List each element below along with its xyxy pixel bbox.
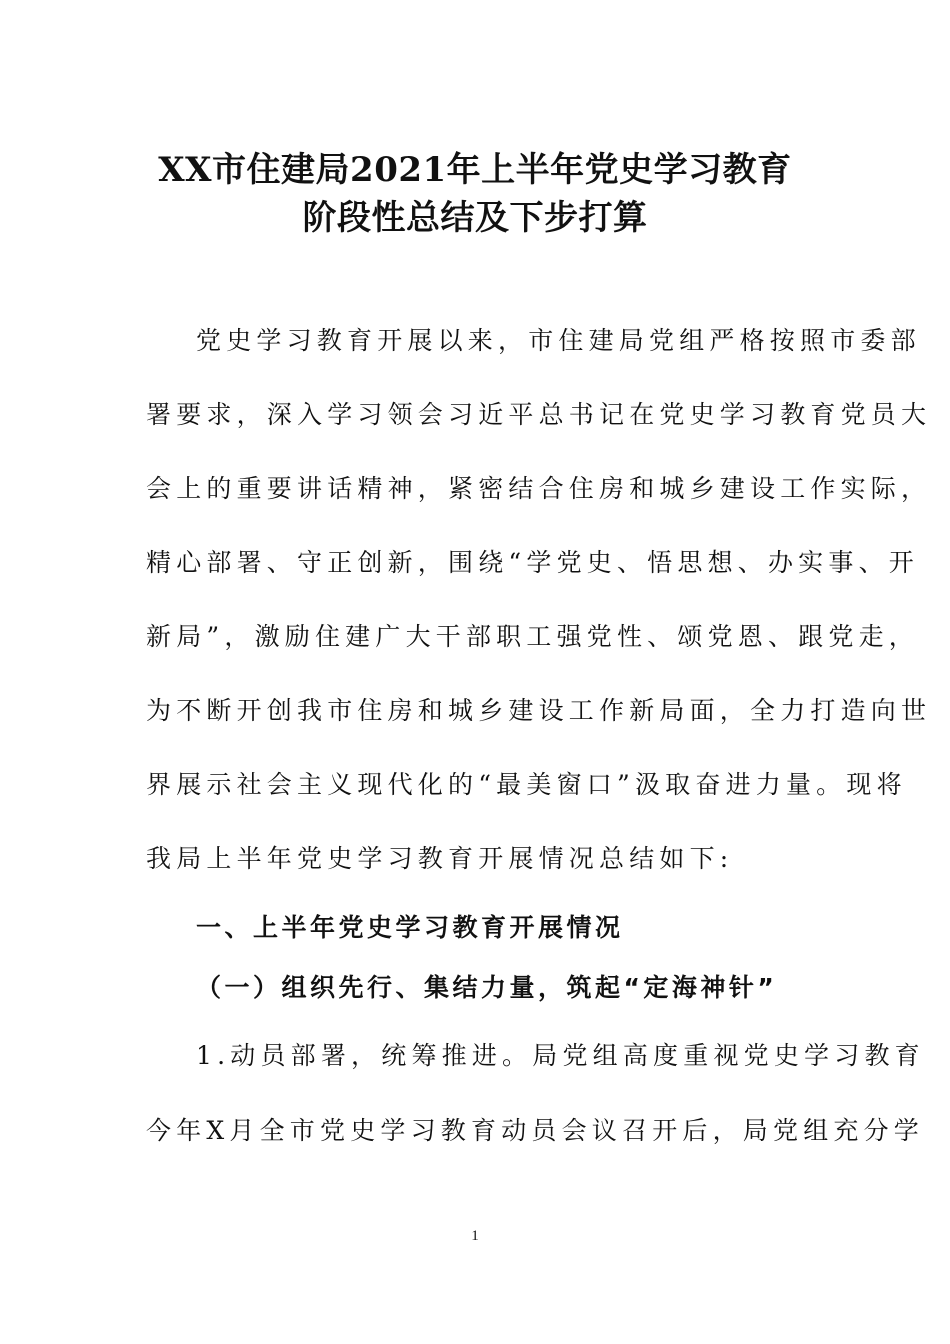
section-heading: 一、上半年党史学习教育开展情况: [196, 913, 624, 942]
body-line: 署要求，深入学习领会习近平总书记在党史学习教育党员大: [146, 400, 932, 429]
body-line: 新局”，激励住建广大干部职工强党性、颂党恩、跟党走，: [146, 622, 919, 651]
body-line: 为不断开创我市住房和城乡建设工作新局面，全力打造向世: [146, 696, 932, 725]
document-title-line-1: XX市住建局2021年上半年党史学习教育: [158, 150, 792, 190]
body-line: 界展示社会主义现代化的“最美窗口”汲取奋进力量。现将: [146, 770, 907, 799]
subsection-heading: （一）组织先行、集结力量，筑起“定海神针”: [196, 973, 778, 1002]
body-line: 会上的重要讲话精神，紧密结合住房和城乡建设工作实际，: [146, 474, 932, 503]
page-number: 1: [471, 1228, 479, 1244]
body-line: 1.动员部署，统筹推进。局党组高度重视党史学习教育: [196, 1041, 925, 1070]
body-line: 精心部署、守正创新，围绕“学党史、悟思想、办实事、开: [146, 548, 919, 577]
body-line: 今年X月全市党史学习教育动员会议召开后，局党组充分学: [146, 1116, 925, 1145]
document-title-line-2: 阶段性总结及下步打算: [302, 198, 648, 238]
body-line: 党史学习教育开展以来，市住建局党组严格按照市委部: [196, 326, 921, 355]
body-line: 我局上半年党史学习教育开展情况总结如下:: [146, 844, 734, 873]
